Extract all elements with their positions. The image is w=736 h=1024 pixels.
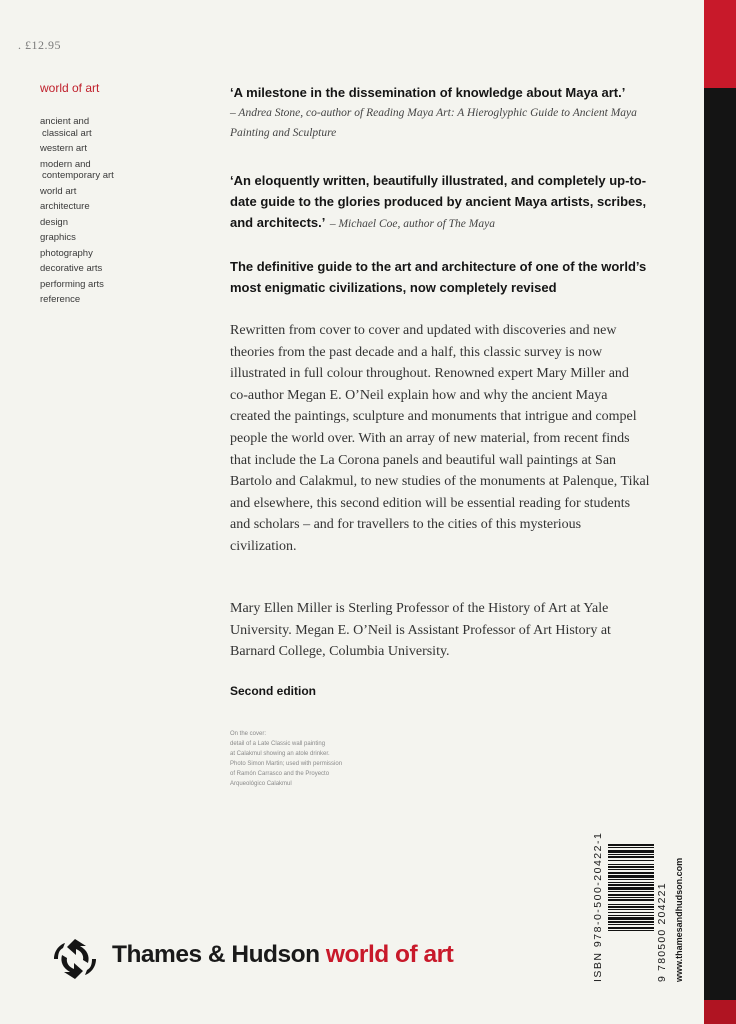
series-category-label: reference: [40, 294, 81, 305]
spine-black-band: [704, 88, 736, 1024]
cover-credit-line: Arqueológico Calakmul: [230, 781, 292, 787]
series-category-item: [40, 217, 150, 229]
series-category-label: graphics: [40, 232, 76, 243]
quote-1: [230, 82, 650, 143]
series-category-item: [40, 263, 150, 275]
cover-credit-line: at Calakmul showing an atole drinker.: [230, 751, 330, 757]
series-title: world of art: [40, 81, 100, 95]
series-category-label: classical art: [42, 127, 92, 139]
barcode-number: 9 780500 204221: [656, 882, 668, 982]
isbn-label: ISBN 978-0-500-20422-1: [592, 831, 604, 982]
quote-2-attribution: – Michael Coe, author of The Maya: [329, 218, 495, 230]
cover-credit-line: On the cover:: [230, 731, 267, 737]
series-category-item: [40, 201, 150, 213]
publisher-name: Thames & Hudson: [112, 941, 320, 968]
spine-red-band: [704, 0, 736, 88]
publisher-wordmark: [112, 941, 453, 969]
website-url: www.thamesandhudson.com: [674, 857, 684, 982]
series-category-label: decorative arts: [40, 263, 103, 274]
series-category-list: [40, 116, 150, 310]
price-label: . £12.95: [18, 38, 61, 52]
series-category-label: modern and: [40, 158, 91, 170]
quote-2: [230, 170, 650, 234]
series-category-label: architecture: [40, 201, 90, 212]
barcode-icon: [608, 842, 654, 972]
quote-1-text: ‘A milestone in the dissemination of knowledge about Maya art.’: [230, 85, 626, 100]
series-category-label: photography: [40, 247, 93, 259]
author-bio-paragraph: Mary Ellen Miller is Sterling Professor of the History of Art at Yale University. Megan E. O’Neil is Assistant Professor of Art History at Barnard College, Columbia University.: [230, 601, 611, 660]
headline: The definitive guide to the art and architecture of one of the world’s most enigmatic civilizations, now completely revised: [230, 259, 647, 295]
cover-credit: [230, 729, 380, 789]
series-category-label: western art: [40, 143, 87, 154]
series-category-label: world art: [40, 185, 77, 197]
series-category-item: [40, 279, 150, 291]
cover-credit-line: Photo Simon Martin; used with permission: [230, 761, 343, 767]
barcode-block: [592, 831, 692, 982]
series-category-label: contemporary art: [42, 170, 114, 181]
series-category-item: [40, 294, 150, 306]
series-category-item: [40, 248, 150, 260]
series-category-label: design: [40, 216, 68, 228]
series-category-item: [40, 186, 150, 198]
cover-credit-line: detail of a Late Classic wall painting: [230, 741, 326, 747]
series-category-item: [40, 232, 150, 244]
edition-label: Second edition: [230, 684, 317, 698]
series-category-label: ancient and: [40, 116, 90, 127]
publisher-series: world of art: [325, 941, 454, 968]
thames-hudson-logo-icon: [50, 936, 100, 982]
series-category-item: [40, 116, 150, 139]
series-category-label: performing arts: [40, 278, 104, 290]
quote-2-text: ‘An eloquently written, beautifully illustrated, and completely up-to-date guide to the glories produced by ancient Maya artists, scribes, and architects.’: [230, 173, 647, 230]
series-category-item: [40, 159, 150, 182]
description-paragraph: Rewritten from cover to cover and updated with discoveries and new theories from the past decade and a half, this classic survey is now illustrated in full colour throughout. Renowned expert Mary Miller and co-author Megan E. O’Neil explain how and why the ancient Maya created the paintings, sculpture and monuments that intrigue and compel people the world over. With an array of new material, from recent finds that include the La Corona panels and beautiful wall paintings at San Bartolo and Calakmul, to new studies of the monuments at Palenque, Tikal and elsewhere, this second edition will be essential reading for students and scholars – and for travellers to the cities of this mysterious civilization.: [230, 323, 650, 554]
cover-credit-line: of Ramón Carrasco and the Proyecto: [230, 771, 330, 777]
series-category-item: [40, 143, 150, 155]
quote-1-attribution: – Andrea Stone, co-author of Reading Maya Art: A Hieroglyphic Guide to Ancient Maya Painting and Sculpture: [230, 107, 637, 139]
spine-red-bottom-band: [704, 1000, 736, 1024]
